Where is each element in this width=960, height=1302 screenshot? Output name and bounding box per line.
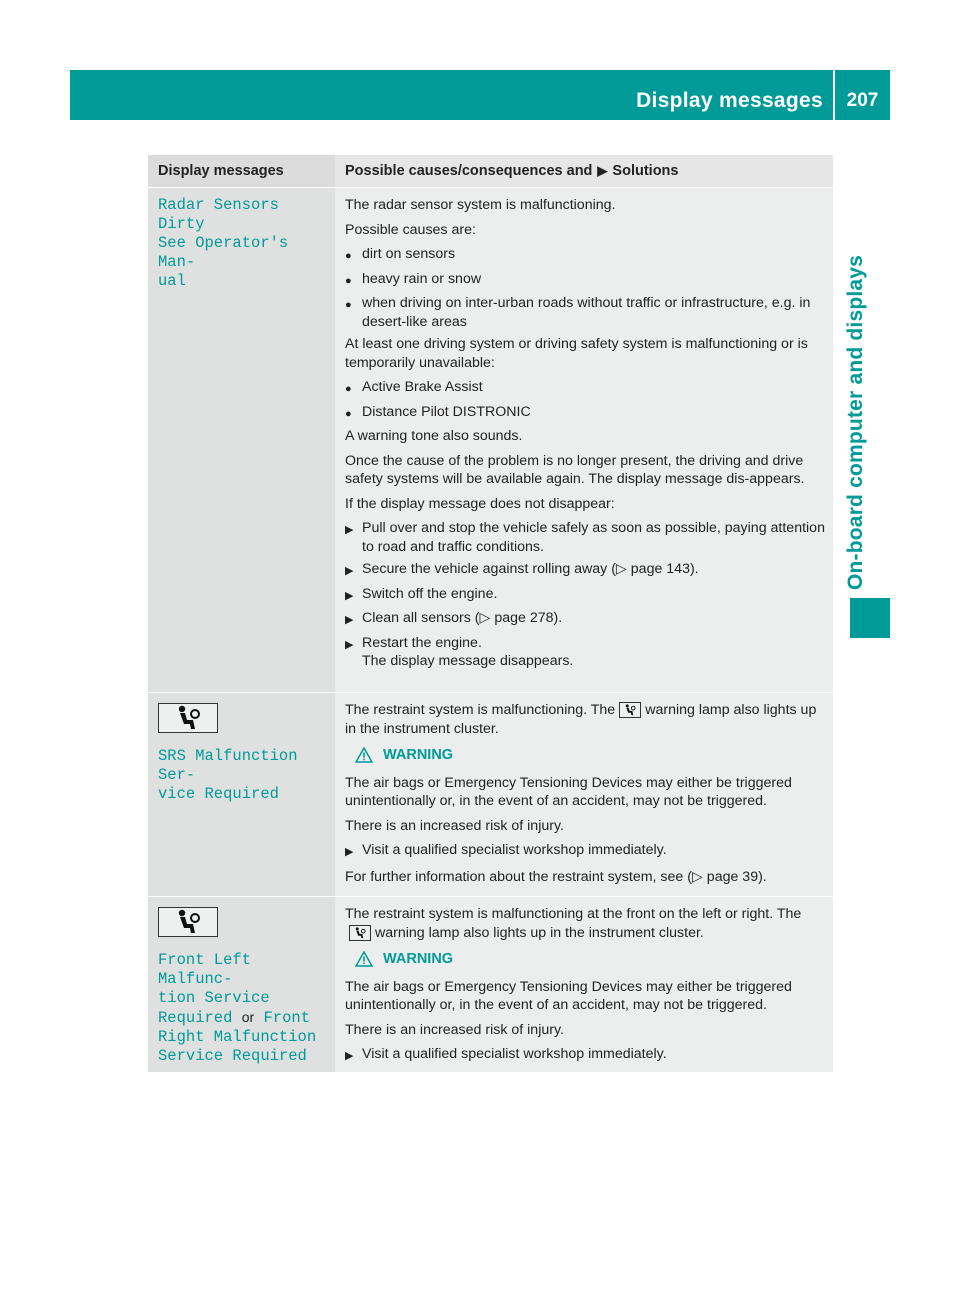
- page-header: [70, 70, 833, 120]
- airbag-warning-icon: [619, 702, 641, 718]
- airbag-warning-icon: [158, 703, 218, 733]
- message-cell: [148, 693, 335, 896]
- step-item: ▶ Pull over and stop the vehicle safely as soon as possible, paying attention to road and traffic conditions.: [345, 520, 825, 555]
- airbag-warning-icon: [158, 907, 218, 937]
- column-header-messages: Display messages: [148, 155, 335, 187]
- message-cell: [148, 188, 335, 692]
- page-number: 207: [835, 70, 890, 120]
- airbag-warning-icon: [349, 925, 371, 941]
- table-row: [148, 693, 833, 897]
- step-item: ▶ Switch off the engine.: [345, 585, 825, 606]
- step-item: ▶ Secure the vehicle against rolling away (▷ page 143).: [345, 560, 825, 581]
- table-header: [148, 155, 833, 188]
- display-message: Front Left Malfunc‑ tion Service Required or Front Right Malfunction Service Required: [158, 951, 317, 1065]
- step-item: ▶ Clean all sensors (▷ page 278).: [345, 609, 825, 630]
- causes-cell: The radar sensor system is malfunctioning. Possible causes are: ● dirt on sensors ● heavy rain or snow ● when driving on inter-urban roads without traffic or infrastructure, e.g. in desert-like areas At least one driving system or driving safety system is malfunctioning or is temporarily unavailable: ● Active Brake Assist ● Distance Pilot DISTRONIC A warning tone also sounds. Once the cause of the problem is no longer present, the driving and drive safety systems will be available again. The display message dis-appears. If the display message does not disappear: ▶ Pull over and stop the vehicle safely as soon as possible, paying attention to road and traffic conditions. ▶ Secure the vehicle against rolling away (▷ page 143). ▶ Switch off the engine. ▶ Clean all sensors (▷ page 278). ▶ Restart the engine. The display message disappears.: [335, 188, 833, 692]
- display-message: Radar Sensors Dirty See Operator's Man‑ ual: [158, 196, 289, 290]
- arrow-bullet-icon: ▶: [345, 565, 354, 577]
- arrow-bullet-icon: ▶: [345, 638, 354, 651]
- page-title: Display messages: [636, 89, 823, 112]
- triangle-warning-icon: [355, 747, 373, 763]
- round-bullet-icon: ●: [345, 383, 352, 395]
- message-cell: [148, 897, 335, 1072]
- display-messages-table: [148, 155, 833, 1073]
- arrow-bullet-icon: ▶: [597, 163, 608, 178]
- warning-heading: WARNING: [355, 950, 825, 969]
- table-row: [148, 188, 833, 693]
- list-item: ● dirt on sensors: [345, 245, 825, 266]
- arrow-bullet-icon: ▶: [345, 1050, 354, 1062]
- arrow-bullet-icon: ▶: [345, 846, 354, 858]
- causes-cell: The restraint system is malfunctioning. The warning lamp also lights up in the instrument cluster. WARNING The air bags or Emergency Tensioning Devices may either be triggered unintentionally or, in the event of an accident, may not be triggered. There is an increased risk of injury. ▶ Visit a qualified specialist workshop immediately. For further information about the restraint system, see (▷ page 39).: [335, 693, 833, 896]
- step-item: ▶ Visit a qualified specialist workshop immediately.: [345, 841, 825, 862]
- arrow-bullet-icon: ▶: [345, 524, 354, 536]
- triangle-warning-icon: [355, 951, 373, 967]
- list-item: ● when driving on inter-urban roads without traffic or infrastructure, e.g. in desert-like areas: [345, 295, 811, 330]
- column-header-causes: Possible causes/consequences and ▶ Solutions: [335, 155, 833, 187]
- round-bullet-icon: ●: [345, 274, 352, 287]
- round-bullet-icon: ●: [345, 250, 352, 262]
- round-bullet-icon: ●: [345, 299, 352, 311]
- round-bullet-icon: ●: [345, 407, 352, 420]
- list-item: ● Active Brake Assist: [345, 378, 825, 399]
- arrow-bullet-icon: ▶: [345, 589, 354, 602]
- table-row: [148, 897, 833, 1073]
- list-item: ● heavy rain or snow: [345, 270, 825, 291]
- chapter-tab: [850, 598, 890, 638]
- step-item: ▶ Visit a qualified specialist workshop immediately.: [345, 1045, 825, 1066]
- causes-cell: The restraint system is malfunctioning at the front on the left or right. The warning lamp also lights up in the instrument cluster. WARNING The air bags or Emergency Tensioning Devices may either be triggered unintentionally or, in the event of an accident, may not be triggered. There is an increased risk of injury. ▶ Visit a qualified specialist workshop immediately.: [335, 897, 833, 1072]
- list-item: ● Distance Pilot DISTRONIC: [345, 403, 825, 424]
- arrow-bullet-icon: ▶: [345, 614, 354, 626]
- warning-heading: WARNING: [355, 746, 825, 765]
- step-item: ▶ Restart the engine. The display message disappears.: [345, 634, 574, 669]
- display-message: SRS Malfunction Ser‑ vice Required: [158, 747, 298, 803]
